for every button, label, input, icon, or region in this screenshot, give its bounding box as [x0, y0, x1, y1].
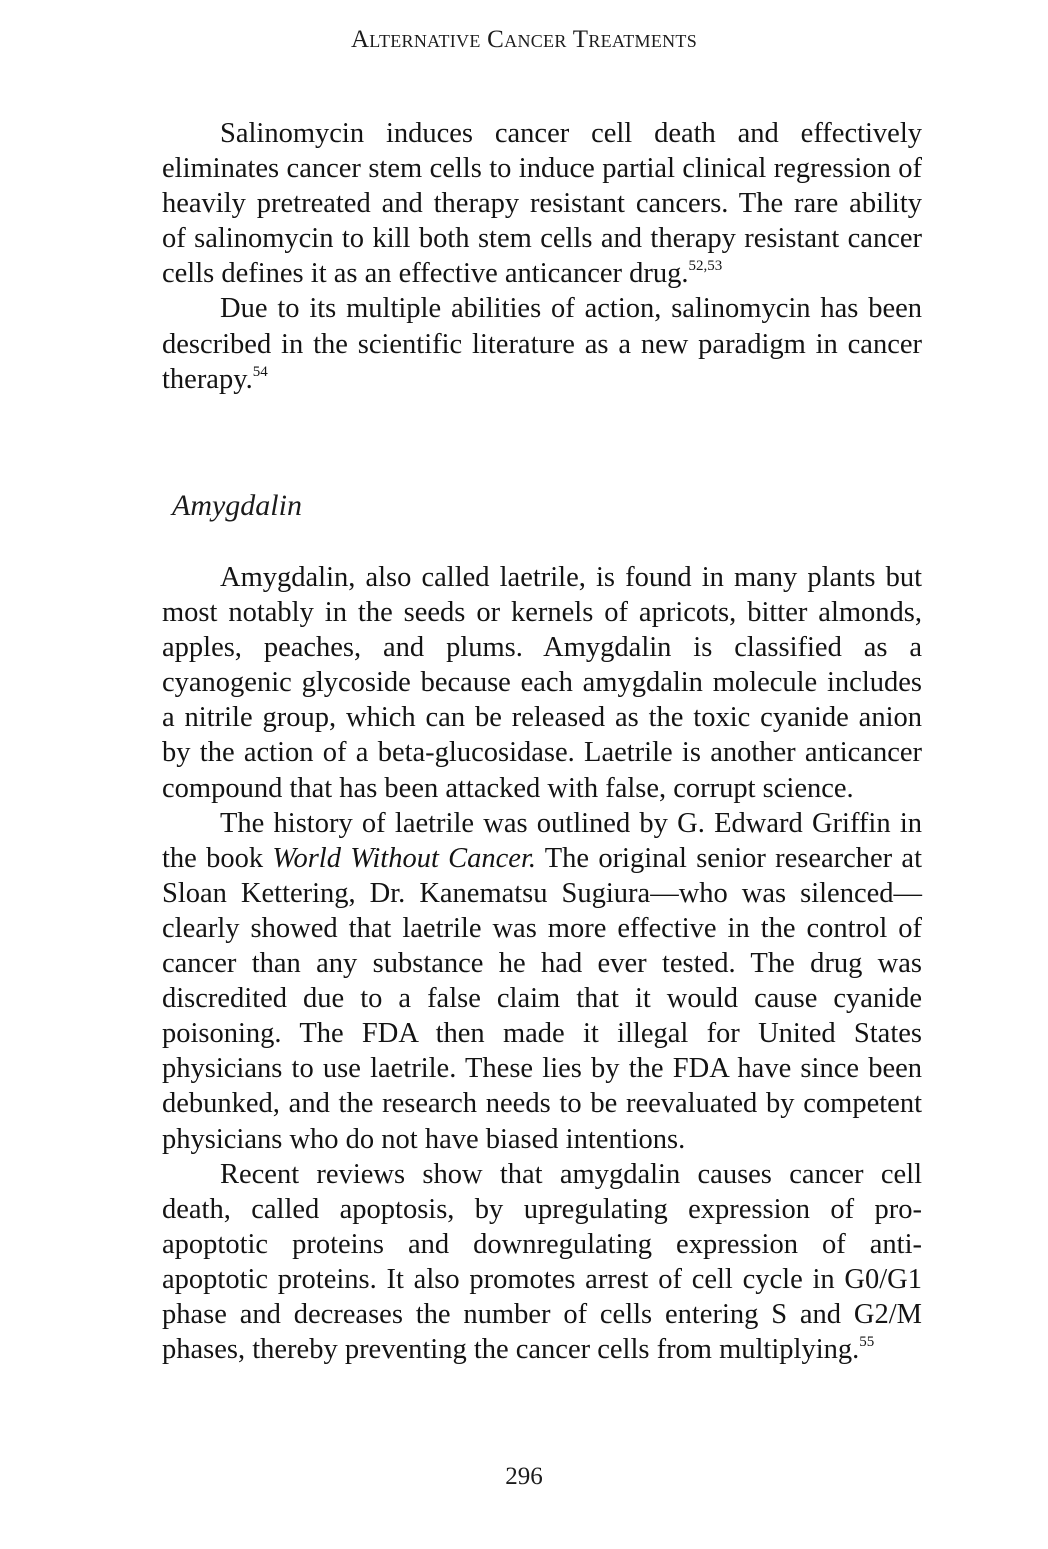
page-number: 296	[505, 1463, 543, 1490]
paragraph	[162, 806, 922, 1157]
paragraph: Amygdalin, also called laetrile, is found in many plants but most notably in the seeds or kernels of apricots, bitter almonds, apples, peaches, and plums. Amygdalin is classified as a cyanogenic glycoside because each amygdalin molecule includes a nitrile group, which can be released as the toxic cyanide anion by the action of a beta-glucosidase. Laetrile is another anticancer compound that has been attacked with false, corrupt science.	[162, 562, 922, 804]
running-head: Alternative Cancer Treatments	[350, 26, 698, 53]
paragraph-text: Recent reviews show that amygdalin causes cancer cell death, called apoptosis, by upregulating expression of pro-apoptotic proteins and downregulating expression of anti-apoptotic proteins. It also promotes arrest of cell cycle in G0/G1 phase and decreases the number of cells entering S and G2/M phases, thereby preventing the cancer cells from multiplying.	[162, 1158, 922, 1366]
paragraph	[162, 116, 922, 291]
section-heading: Amygdalin	[172, 489, 302, 522]
citation-ref: 55	[859, 1334, 875, 1351]
paragraph-text: Salinomycin induces cancer cell death and effectively eliminates cancer stem cells to induce partial clinical regression of heavily pretreated and therapy resistant cancers. The rare ability of salinomycin to kill both stem cells and therapy resistant cancer cells defines it as an effective anticancer drug.	[162, 118, 922, 290]
salinomycin-text	[162, 116, 922, 397]
paragraph-text: Due to its multiple abilities of action, salinomycin has been described in the scientific literature as a new paradigm in cancer therapy.	[162, 293, 922, 395]
paragraph-text: The history of laetrile was outlined by G. Edward Griffin in the book	[162, 807, 922, 874]
amygdalin-text	[162, 560, 922, 1367]
paragraph	[162, 291, 922, 396]
citation-ref: 54	[252, 363, 268, 380]
citation-ref: 52,53	[688, 258, 723, 275]
paragraph	[162, 1157, 922, 1368]
book-title: World Without Cancer.	[272, 842, 537, 874]
paragraph-text: The original senior researcher at Sloan Kettering, Dr. Kanematsu Sugiura—who was silenced—clearly showed that laetrile was more effective in the control of cancer than any substance he had ever tested. The drug was discredited due to a false claim that it would cause cyanide poisoning. The FDA then made it illegal for United States physicians to use laetrile. These lies by the FDA have since been debunked, and the research needs to be reevaluated by competent physicians who do not have biased intentions.	[162, 842, 922, 1155]
